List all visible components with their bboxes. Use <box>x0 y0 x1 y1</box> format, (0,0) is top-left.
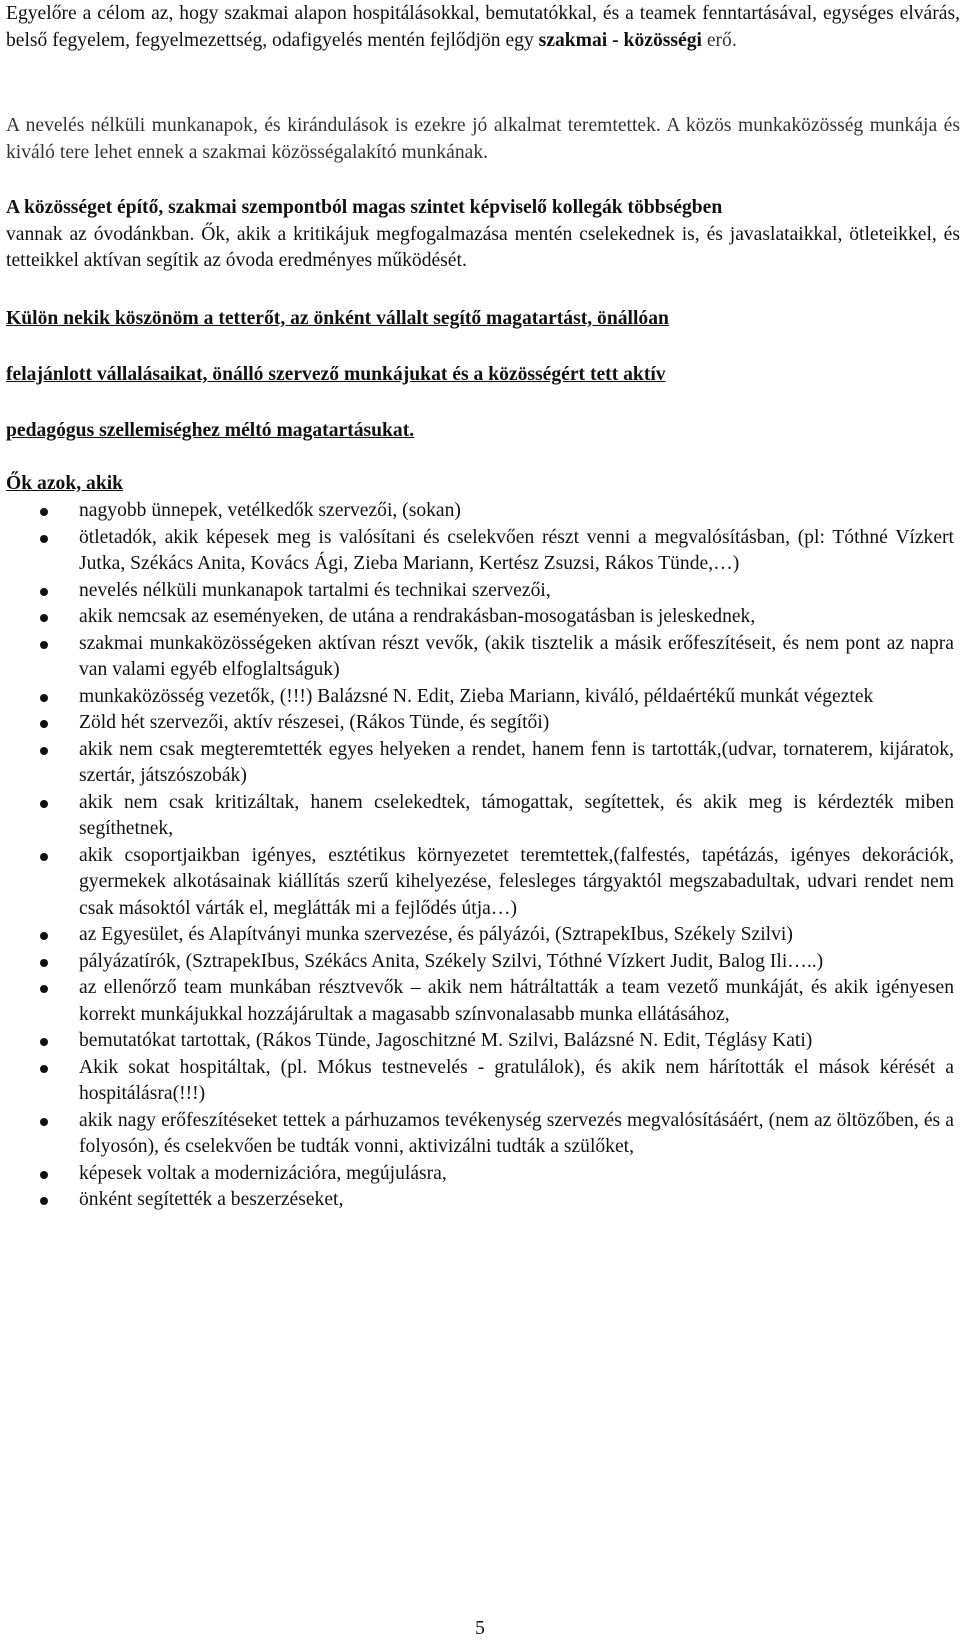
bullet-icon <box>40 853 48 861</box>
list-item <box>0 1055 954 1108</box>
list-item-text: Zöld hét szervezői, aktív részesei, (Rákos Tünde, és segítői) <box>79 712 550 733</box>
bullet-icon <box>40 614 48 622</box>
bullet-icon <box>40 720 48 728</box>
list-item <box>0 922 954 949</box>
list-item <box>0 578 954 605</box>
list-item <box>0 1028 954 1055</box>
bullet-icon <box>40 694 48 702</box>
list-heading: Ők azok, akik <box>6 473 124 494</box>
list-item <box>0 604 954 631</box>
list-item-text: nagyobb ünnepek, vetélkedők szervezői, (sokan) <box>79 500 461 521</box>
bullet-list <box>0 498 960 1214</box>
bullet-icon <box>40 535 48 543</box>
bullet-icon <box>40 1171 48 1179</box>
bullet-icon <box>40 800 48 808</box>
list-item-text: képesek voltak a modernizációra, megújulásra, <box>79 1162 447 1184</box>
thanks-line-1: Külön nekik köszönöm a tetterőt, az önként vállalt segítő magatartást, önállóan <box>6 308 669 329</box>
list-item-text: Akik sokat hospitáltak, (pl. Mókus testnevelés - gratulálok), és akik nem hárították el mások kérését a hospitálásra(!!!) <box>79 1056 954 1104</box>
list-item-text: önként segítették a beszerzéseket, <box>79 1189 344 1210</box>
list-item <box>0 498 954 525</box>
list-item-text: pályázatírók, (SztrapekIbus, Székács Anita, Székely Szilvi, Tóthné Vízkert Judit, Balog Ili…..) <box>79 950 824 972</box>
list-item <box>0 684 954 711</box>
bullet-icon <box>40 641 48 649</box>
bullet-icon <box>40 588 48 596</box>
list-item <box>0 1161 954 1188</box>
bullet-icon <box>40 1038 48 1046</box>
bullet-icon <box>40 1197 48 1205</box>
list-item <box>0 949 954 976</box>
intro-paragraph-3 <box>6 195 960 275</box>
bullet-icon <box>40 747 48 755</box>
bullet-icon <box>40 508 48 516</box>
bullet-icon <box>40 959 48 967</box>
list-item <box>0 1187 954 1214</box>
intro-p1-end: erő. <box>701 29 737 51</box>
list-item-text: akik nem csak megteremtették egyes helyeken a rendet, hanem fenn is tartották,(udvar, tornaterem, kijáratok, szertár, játszószobák) <box>79 738 954 786</box>
list-item-text: akik nemcsak az eseményeken, de utána a rendrakásban-mosogatásban is jeleskednek, <box>79 606 756 627</box>
thanks-line-2: felajánlott vállalásaikat, önálló szervező munkájukat és a közösségért tett aktív <box>6 364 666 385</box>
list-item-text: bemutatókat tartottak, (Rákos Tünde, Jagoschitzné M. Szilvi, Balázsné N. Edit, Téglásy Kati) <box>79 1030 813 1051</box>
list-item-text: ötletadók, akik képesek meg is valósítani és cselekvően részt venni a megvalósításban, (pl: Tóthné Vízkert Jutka, Székács Anita, Kovács Ági, Zieba Mariann, Kertész Zsuzsi, Rákos Tünde,…) <box>79 526 954 574</box>
list-item-text: nevelés nélküli munkanapok tartalmi és technikai szervezői, <box>79 579 551 601</box>
intro-paragraph-1 <box>6 1 960 54</box>
bullet-icon <box>40 1065 48 1073</box>
list-item <box>0 525 954 578</box>
list-item <box>0 631 954 684</box>
list-item-text: az Egyesület, és Alapítványi munka szervezése, és pályázói, (SztrapekIbus, Székely Szilvi) <box>79 924 793 945</box>
intro-p3-rest: vannak az óvodánkban. Ők, akik a kritikájuk megfogalmazása mentén cselekednek is, és javaslataikkal, ötleteikkel, és tetteikkel aktívan segítik az óvoda eredményes működését. <box>6 223 960 271</box>
intro-p1-bold: szakmai - közösségi <box>538 29 702 51</box>
list-item <box>0 1108 954 1161</box>
list-item <box>0 790 954 843</box>
list-item <box>0 737 954 790</box>
list-item-text: az ellenőrző team munkában résztvevők – akik nem hátráltatták a team vezető munkáját, és akik igényesen korrekt munkájukkal hozzájárultak a magasabb színvonalasabb munka ellátásához, <box>79 977 954 1025</box>
list-item <box>0 843 954 923</box>
list-item-text: akik nem csak kritizáltak, hanem cselekedtek, támogattak, segítettek, és akik meg is kérdezték miben segíthetnek, <box>79 791 954 839</box>
list-item-text: szakmai munkaközösségeken aktívan részt vevők, (akik tisztelik a másik erőfeszítéseit, és nem pont az napra van valami egyéb elfoglaltságuk) <box>79 632 954 680</box>
bullet-icon <box>40 1118 48 1126</box>
intro-p1-text: Egyelőre a célom az, hogy szakmai alapon hospitálásokkal, bemutatókkal, és a teamek fenntartásával, egységes elvárás, belső fegyelem, fegyelmezettség, odafigyelés mentén fejlődjön egy <box>6 3 960 51</box>
list-item-text: munkaközösség vezetők, (!!!) Balázsné N. Edit, Zieba Mariann, kiváló, példaértékű munkát végeztek <box>79 685 874 707</box>
intro-paragraph-2: A nevelés nélküli munkanapok, és kirándulások is ezekre jó alkalmat teremtettek. A közös munkaközösség munkája és kiváló tere lehet ennek a szakmai közösségalakító munkának. <box>6 115 960 163</box>
list-item-text: akik csoportjaikban igényes, esztétikus környezetet teremtettek,(falfestés, tapétázás, igényes dekorációk, gyermekek alkotásainak kiállítás szerű kihelyezése, felesleges tárgyaktól megszabadultak, udvari rendet nem csak másoktól várták el, meglátták mi a fejlődés útja…) <box>79 844 954 919</box>
bullet-icon <box>40 985 48 993</box>
list-item <box>0 975 954 1028</box>
intro-p3-bold: A közösséget építő, szakmai szempontból magas szintet képviselő kollegák többségben <box>6 197 723 218</box>
thanks-line-3: pedagógus szellemiséghez méltó magatartásukat. <box>6 420 415 441</box>
list-item <box>0 710 954 737</box>
bullet-icon <box>40 932 48 940</box>
list-item-text: akik nagy erőfeszítéseket tettek a párhuzamos tevékenység szervezés megvalósításáért, (nem az öltözőben, és a folyosón), és cselekvően be tudták vonni, aktivizálni tudták a szülőket, <box>79 1109 954 1157</box>
page-number: 5 <box>475 1618 485 1639</box>
